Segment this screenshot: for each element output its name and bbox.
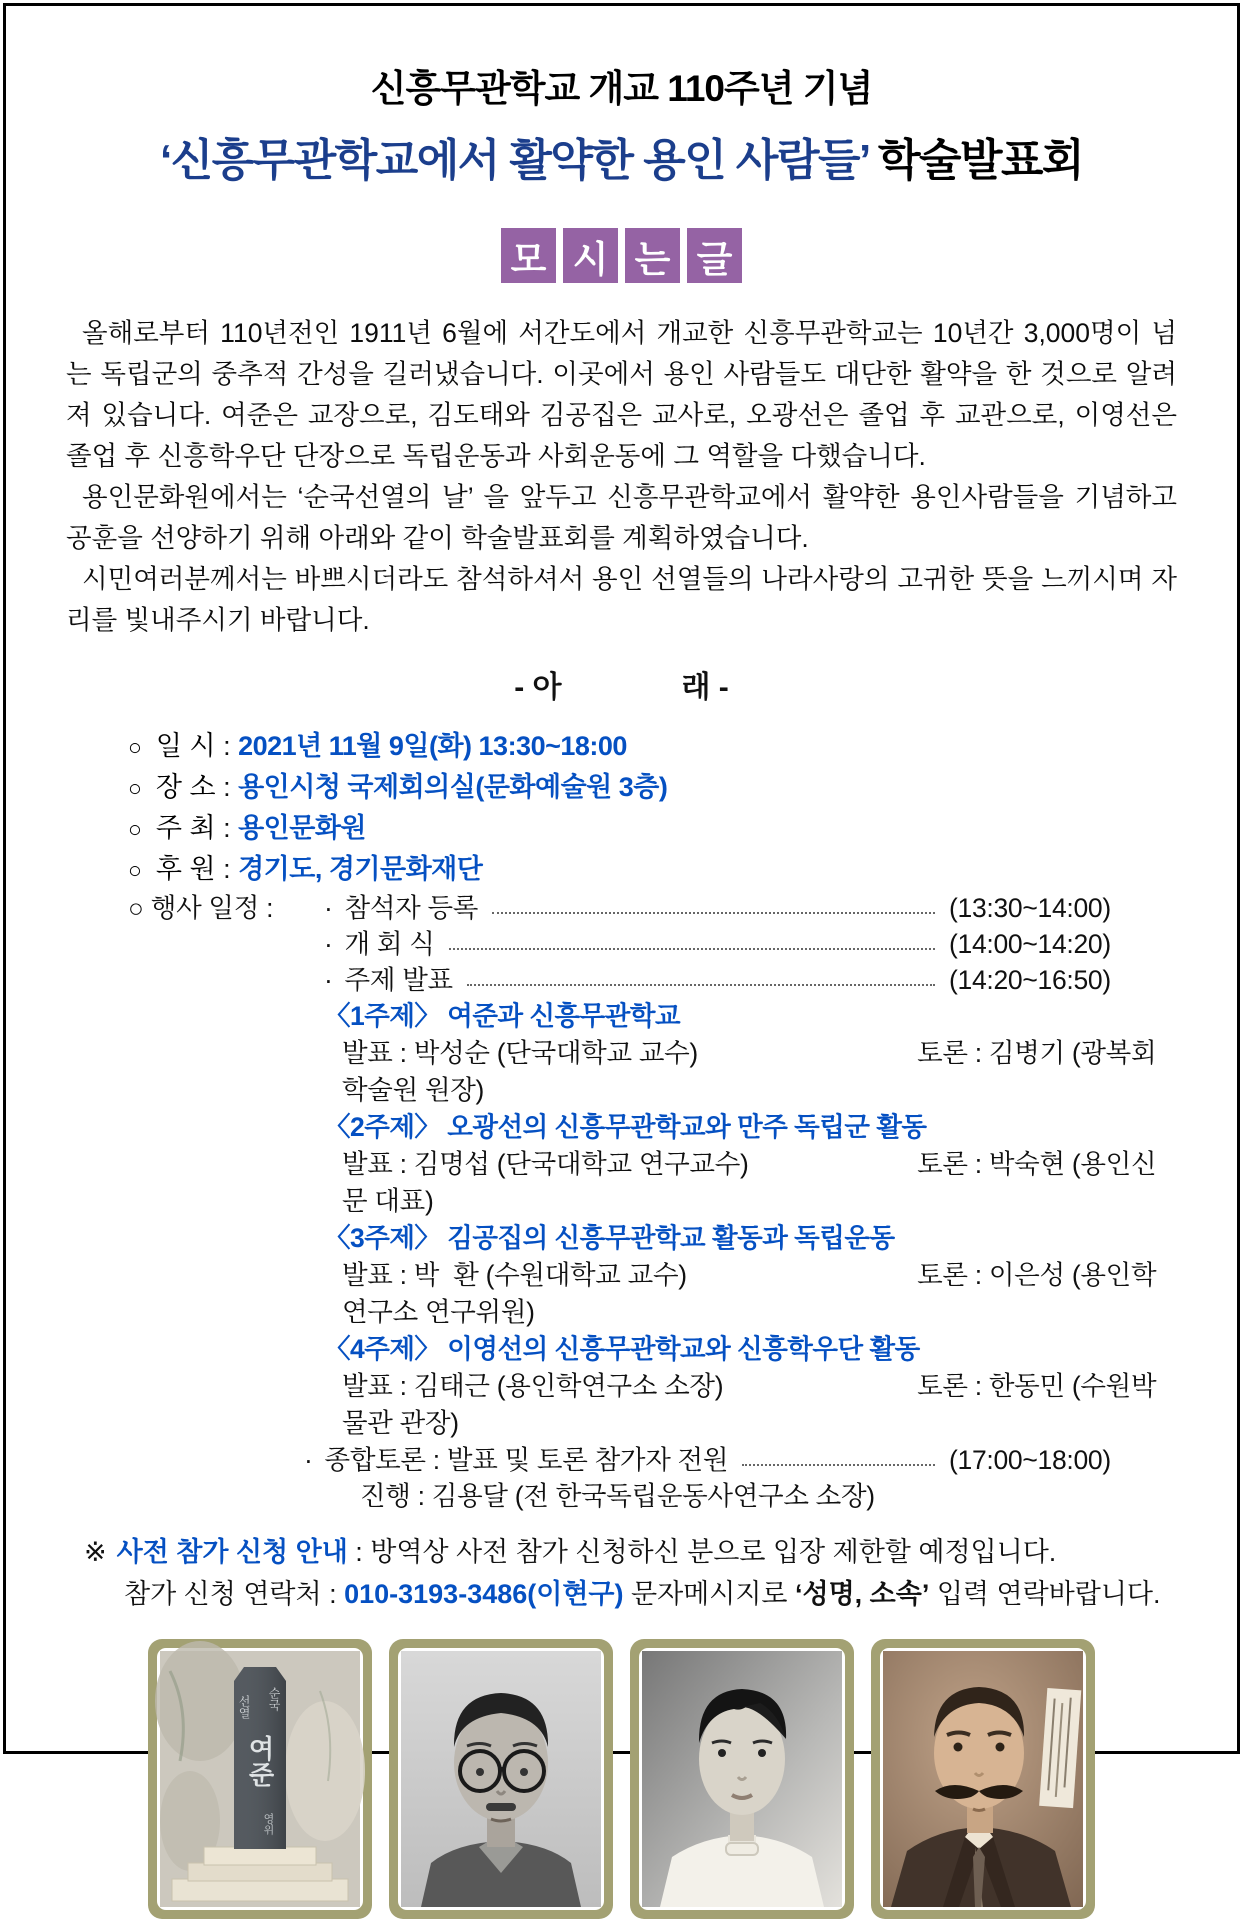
- stone-text-small-left: 선열: [237, 1694, 251, 1719]
- badge-char-box: 시: [563, 228, 618, 283]
- schedule-item-label: 개 회 식: [344, 928, 435, 959]
- photo-portrait-mustache: [880, 1648, 1086, 1910]
- info-row-date: [128, 726, 1177, 767]
- reference-mark: ※: [84, 1536, 107, 1567]
- photo-frame-portrait-young-man: [630, 1639, 854, 1919]
- dotted-leader: [467, 973, 935, 986]
- schedule-time: (14:20~16:50): [949, 964, 1111, 995]
- photo-memorial-stone: [157, 1648, 363, 1910]
- topic-1-title: 〈1주제〉 여준과 신흥무관학교: [324, 1000, 681, 1031]
- contact-label: 참가 신청 연락처 :: [124, 1578, 345, 1609]
- schedule-row-opening: [128, 926, 1177, 962]
- info-label: 장 소: [155, 771, 216, 802]
- badge-char-box: 모: [501, 228, 556, 283]
- dot-bullet-icon: ·: [324, 928, 333, 959]
- topic-4-presenter: 발표 : 김태근 (용인학연구소 소장): [342, 1370, 724, 1401]
- info-separator: :: [215, 812, 239, 843]
- dot-bullet-icon: ·: [304, 1444, 313, 1475]
- portrait-mustache-image: [883, 1651, 1083, 1907]
- circle-bullet-icon: ○: [128, 774, 142, 801]
- event-info-list: [66, 726, 1177, 890]
- subtitle-rest: 학술발표회: [868, 136, 1083, 185]
- schedule-item-label: 참석자 등록: [344, 892, 479, 923]
- intro-paragraphs: [66, 313, 1177, 642]
- topic-3-presenter: 발표 : 박 환 (수원대학교 교수): [342, 1259, 687, 1290]
- dotted-leader: [492, 901, 935, 914]
- dot-bullet-icon: ·: [324, 892, 333, 923]
- schedule-row-registration: [128, 890, 1177, 926]
- event-title: 신흥무관학교 개교 110주년 기념: [370, 68, 873, 109]
- topic-1-discussant: 토론 : 김병기 (광복회 학술원 원장): [342, 1037, 1164, 1105]
- stone-text-tail: 영위: [262, 1812, 274, 1835]
- dotted-leader: [742, 1453, 935, 1466]
- topic-3-discussant: 토론 : 이은성 (용인학연구소 연구위원): [342, 1259, 1157, 1327]
- dotted-leader: [449, 937, 935, 950]
- topic-4-title: 〈4주제〉 이영선의 신흥무관학교와 신흥학우단 활동: [324, 1333, 920, 1364]
- circle-bullet-icon: ○: [128, 733, 142, 760]
- contact-phone: 010-3193-3486(이현구): [344, 1578, 624, 1609]
- schedule-row-moderator: 진행 : 김용달 (전 한국독립운동사연구소 소장): [360, 1480, 875, 1511]
- circle-bullet-icon: ○: [128, 856, 142, 883]
- info-separator: :: [215, 853, 239, 884]
- topic-2-discussant: 토론 : 박숙현 (용인신문 대표): [342, 1148, 1157, 1216]
- info-value-date: 2021년 11월 9일(화) 13:30~18:00: [238, 730, 627, 761]
- schedule-time: (13:30~14:00): [949, 892, 1111, 923]
- portrait-young-man-image: [642, 1651, 842, 1907]
- badge-char-box: 글: [687, 228, 742, 283]
- info-row-host: [128, 808, 1177, 849]
- photo-frame-portrait-mustache: [871, 1639, 1095, 1919]
- schedule-row-presentations: [128, 962, 1177, 998]
- info-separator: :: [215, 771, 239, 802]
- notice-text: : 방역상 사전 참가 신청하신 분으로 입장 제한할 예정입니다.: [347, 1536, 1057, 1567]
- subtitle-quoted-part: ‘신흥무관학교에서 활약한 용인 사람들’: [159, 136, 869, 185]
- info-row-place: [128, 767, 1177, 808]
- memorial-stone-image: [160, 1651, 360, 1907]
- topic-3-people: [342, 1257, 1177, 1331]
- photo-frame-portrait-glasses: [389, 1639, 613, 1919]
- circle-bullet-icon: ○: [128, 815, 142, 842]
- info-label: 주 최: [155, 812, 216, 843]
- topic-3-title: 〈3주제〉 김공집의 신흥무관학교 활동과 독립운동: [324, 1222, 895, 1253]
- photo-strip: [66, 1639, 1177, 1919]
- photo-portrait-glasses: [398, 1648, 604, 1910]
- info-row-sponsor: [128, 849, 1177, 890]
- badge-char-box: 는: [625, 228, 680, 283]
- registration-notice: [66, 1531, 1177, 1615]
- topic-4-discussant: 토론 : 한동민 (수원박물관 관장): [342, 1370, 1157, 1438]
- topic-1-people: [342, 1035, 1177, 1109]
- contact-mid: 문자메시지로: [623, 1578, 795, 1609]
- photo-portrait-young-man: [639, 1648, 845, 1910]
- invitation-badge: [66, 228, 1177, 283]
- topic-2-title: 〈2주제〉 오광선의 신흥무관학교와 만주 독립군 활동: [324, 1111, 927, 1142]
- schedule-row-general-discussion: [128, 1442, 1177, 1478]
- info-separator: :: [215, 730, 239, 761]
- info-label: 일 시: [155, 730, 216, 761]
- intro-paragraph-2: 용인문화원에서는 ‘순국선열의 날’ 을 앞두고 신흥무관학교에서 활약한 용인사람들을 기념하고 공훈을 선양하기 위해 아래와 같이 학술발표회를 계획하였습니다.: [66, 482, 1177, 554]
- topic-2-people: [342, 1146, 1177, 1220]
- notice-line-1: [66, 1531, 1177, 1573]
- topic-2-presenter: 발표 : 김명섭 (단국대학교 연구교수): [342, 1148, 749, 1179]
- stone-text-small-right: 순국: [267, 1686, 281, 1711]
- intro-paragraph-1: 올해로부터 110년전인 1911년 6월에 서간도에서 개교한 신흥무관학교는 10년간 3,000명이 넘는 독립군의 중추적 간성을 길러냈습니다. 이곳에서 용인 사람들도 대단한 활약을 한 것으로 알려져 있습니다. 여준은 교장으로, 김도태와 김공집은 교사로, 오광선은 졸업 후 교관으로, 이영선은 졸업 후 신흥학우단 단장으로 독립운동과 사회운동에 그 역할을 다했습니다.: [66, 318, 1177, 472]
- stone-text-big: 여준: [245, 1734, 275, 1787]
- intro-paragraph-3: 시민여러분께서는 바쁘시더라도 참석하셔서 용인 선열들의 나라사랑의 고귀한 뜻을 느끼시며 자리를 빛내주시기 바랍니다.: [66, 564, 1177, 636]
- info-value-host: 용인문화원: [238, 812, 367, 843]
- schedule-item-label: 종합토론 : 발표 및 토론 참가자 전원: [324, 1444, 729, 1475]
- info-label: 후 원: [155, 853, 216, 884]
- schedule-item-label: 주제 발표: [344, 964, 453, 995]
- notice-line-2: [66, 1573, 1177, 1615]
- section-divider: - 아 래 -: [514, 670, 729, 704]
- event-schedule: [66, 890, 1177, 1515]
- schedule-time: (17:00~18:00): [949, 1444, 1111, 1475]
- contact-suffix: 입력 연락바랍니다.: [929, 1578, 1161, 1609]
- info-value-place: 용인시청 국제회의실(문화예술원 3층): [238, 771, 668, 802]
- topic-4-people: [342, 1368, 1177, 1442]
- info-value-sponsor: 경기도, 경기문화재단: [238, 853, 483, 884]
- portrait-glasses-image: [401, 1651, 601, 1907]
- notice-title: 사전 참가 신청 안내: [116, 1536, 348, 1567]
- topic-1-presenter: 발표 : 박성순 (단국대학교 교수): [342, 1037, 698, 1068]
- schedule-time: (14:00~14:20): [949, 928, 1111, 959]
- event-subtitle: [66, 124, 1177, 188]
- poster-content: [6, 6, 1237, 1835]
- dot-bullet-icon: ·: [324, 964, 333, 995]
- contact-required-fields: ‘성명, 소속’: [794, 1578, 930, 1609]
- schedule-heading: ○ 행사 일정 :: [128, 892, 281, 923]
- photo-frame-memorial-stone: [148, 1639, 372, 1919]
